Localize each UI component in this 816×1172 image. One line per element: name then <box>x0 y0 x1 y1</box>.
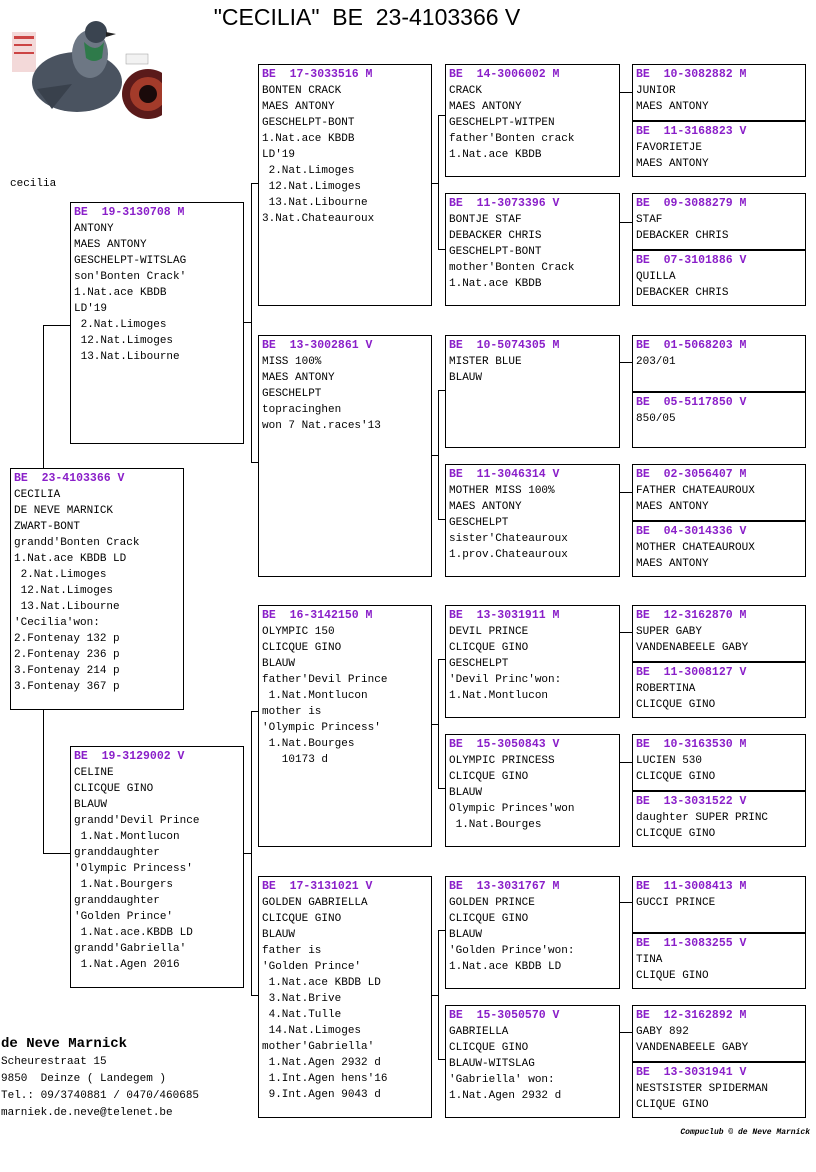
box-line: BLAUW-WITSLAG <box>449 1058 535 1070</box>
pedigree-box-sire-sire[interactable] <box>258 64 432 306</box>
box-line: 12.Nat.Limoges <box>262 181 362 193</box>
pedigree-box-gen4[interactable] <box>632 250 806 306</box>
box-line: 1.Nat.ace KBDB <box>449 149 542 161</box>
connector-line <box>243 322 252 323</box>
connector-line <box>619 362 633 363</box>
box-line: BONTEN CRACK <box>262 85 342 97</box>
box-line: 203/01 <box>636 356 676 368</box>
ring-number: BE 15-3050570 V <box>449 1009 560 1022</box>
box-line: MAES ANTONY <box>636 501 709 513</box>
box-line: 'Cecilia'won: <box>14 617 100 629</box>
box-line: 2.Fontenay 132 p <box>14 633 120 645</box>
box-line: 1.Nat.Agen 2932 d <box>262 1057 381 1069</box>
page-title: "CECILIA" BE 23-4103366 V <box>213 4 521 30</box>
connector-line <box>243 853 252 854</box>
ring-number: BE 17-3033516 M <box>262 68 373 81</box>
box-line: 'Devil Princ'won: <box>449 674 562 686</box>
box-line: ZWART-BONT <box>14 521 81 533</box>
box-line: 1.Nat.Montlucon <box>449 690 549 702</box>
box-line: CELINE <box>74 767 114 779</box>
box-line: daughter SUPER PRINC <box>636 812 769 824</box>
box-line: CLICQUE GINO <box>262 913 342 925</box>
pedigree-box-dam-sire[interactable] <box>258 605 432 847</box>
ring-number: BE 14-3006002 M <box>449 68 560 81</box>
connector-line <box>43 853 70 854</box>
box-line: MAES ANTONY <box>636 558 709 570</box>
box-line: 850/05 <box>636 413 676 425</box>
box-line: MAES ANTONY <box>262 372 335 384</box>
box-line: DE NEVE MARNICK <box>14 505 114 517</box>
ring-number: BE 11-3008127 V <box>636 666 747 679</box>
ring-number: BE 13-3031522 V <box>636 795 747 808</box>
connector-line <box>43 325 70 326</box>
box-line: FATHER CHATEAUROUX <box>636 485 755 497</box>
pedigree-box-gen3[interactable] <box>445 464 620 577</box>
box-line: MAES ANTONY <box>449 101 522 113</box>
box-line: 'Gabriella' won: <box>449 1074 555 1086</box>
box-line: 1.Nat.ace KBDB LD <box>14 553 127 565</box>
box-line: CLICQUE GINO <box>449 642 529 654</box>
box-line: 10173 d <box>262 754 329 766</box>
pedigree-box-gen4[interactable] <box>632 933 806 989</box>
ring-number: BE 19-3130708 M <box>74 206 185 219</box>
box-line: 1.Nat.Agen 2932 d <box>449 1090 562 1102</box>
owner-email[interactable]: marniek.de.neve@telenet.be <box>1 1107 173 1119</box>
box-line: father is <box>262 945 322 957</box>
box-line: 13.Nat.Libourne <box>74 351 180 363</box>
ring-number: BE 10-3082882 M <box>636 68 747 81</box>
owner-address: Scheurestraat 15 <box>1 1056 107 1068</box>
ring-number: BE 12-3162870 M <box>636 609 747 622</box>
box-line: mother is <box>262 706 322 718</box>
connector-line <box>431 995 439 996</box>
box-line: MISS 100% <box>262 356 322 368</box>
box-line: 'Golden Prince' <box>262 961 362 973</box>
box-line: DEVIL PRINCE <box>449 626 529 638</box>
connector-line <box>431 183 439 184</box>
pedigree-box-gen3[interactable] <box>445 734 620 847</box>
ring-number: BE 01-5068203 M <box>636 339 747 352</box>
pedigree-box-gen3[interactable] <box>445 876 620 989</box>
box-line: SUPER GABY <box>636 626 703 638</box>
owner-name: de Neve Marnick <box>1 1036 128 1052</box>
pedigree-box-gen4[interactable] <box>632 1062 806 1118</box>
box-line: MAES ANTONY <box>449 501 522 513</box>
box-line: MAES ANTONY <box>636 158 709 170</box>
pedigree-box-sire[interactable] <box>70 202 244 444</box>
connector-line <box>619 902 633 903</box>
box-line: 13.Nat.Libourne <box>262 197 368 209</box>
box-line: CRACK <box>449 85 483 97</box>
ring-number: BE 11-3008413 M <box>636 880 747 893</box>
ring-number: BE 12-3162892 M <box>636 1009 747 1022</box>
box-line: 4.Nat.Tulle <box>262 1009 342 1021</box>
box-line: 'Golden Prince'won: <box>449 945 575 957</box>
box-line: grandd'Devil Prince <box>74 815 200 827</box>
box-line: BLAUW <box>74 799 108 811</box>
box-line: ANTONY <box>74 223 114 235</box>
pedigree-box-gen3[interactable] <box>445 193 620 306</box>
connector-line <box>251 183 252 463</box>
box-line: CLICQUE GINO <box>636 699 716 711</box>
box-line: BLAUW <box>449 929 483 941</box>
pedigree-box-gen4[interactable] <box>632 791 806 847</box>
box-line: 3.Nat.Brive <box>262 993 342 1005</box>
box-line: GESCHELPT-WITSLAG <box>74 255 187 267</box>
box-line: father'Devil Prince <box>262 674 388 686</box>
box-line: CLICQUE GINO <box>74 783 154 795</box>
pigeon-photo <box>12 14 162 124</box>
box-line: ROBERTINA <box>636 683 696 695</box>
box-line: GABRIELLA <box>449 1026 509 1038</box>
owner-info <box>1 1034 199 1122</box>
pedigree-box-gen4[interactable] <box>632 464 806 521</box>
pedigree-box-gen4[interactable] <box>632 605 806 662</box>
box-line: GESCHELPT-BONT <box>262 117 355 129</box>
connector-line <box>619 1032 633 1033</box>
box-line: STAF <box>636 214 663 226</box>
ring-number: BE 05-5117850 V <box>636 396 747 409</box>
ring-number: BE 04-3014336 V <box>636 525 747 538</box>
box-line: BLAUW <box>262 929 296 941</box>
box-line: mother'Bonten Crack <box>449 262 575 274</box>
box-line: GESCHELPT <box>449 658 509 670</box>
connector-line <box>619 92 633 93</box>
ring-number: BE 13-3031767 M <box>449 880 560 893</box>
pedigree-box-subject[interactable] <box>10 468 184 710</box>
pedigree-box-gen4[interactable] <box>632 335 806 392</box>
connector-line <box>431 724 439 725</box>
ring-number: BE 10-3163530 M <box>636 738 747 751</box>
box-line: 1.Int.Agen hens'16 <box>262 1073 388 1085</box>
owner-city: 9850 Deinze ( Landegem ) <box>1 1073 167 1085</box>
box-line: CLICQUE GINO <box>636 828 716 840</box>
pedigree-box-gen3[interactable] <box>445 335 620 448</box>
ring-number: BE 13-3002861 V <box>262 339 373 352</box>
box-line: 1.prov.Chateauroux <box>449 549 568 561</box>
box-line: MOTHER MISS 100% <box>449 485 555 497</box>
box-line: MOTHER CHATEAUROUX <box>636 542 755 554</box>
box-line: 12.Nat.Limoges <box>74 335 174 347</box>
footer-credit: Compuclub © de Neve Marnick <box>680 1128 810 1137</box>
ring-number: BE 11-3073396 V <box>449 197 560 210</box>
box-line: LD'19 <box>74 303 108 315</box>
box-line: grandd'Bonten Crack <box>14 537 140 549</box>
box-line: 1.Nat.ace KBDB LD <box>262 977 381 989</box>
box-line: 12.Nat.Limoges <box>14 585 114 597</box>
box-line: CLICQUE GINO <box>449 913 529 925</box>
box-line: CECILIA <box>14 489 61 501</box>
pedigree-box-gen4[interactable] <box>632 193 806 250</box>
box-line: Olympic Princes'won <box>449 803 575 815</box>
box-line: 1.Nat.ace KBDB <box>74 287 167 299</box>
ring-number: BE 15-3050843 V <box>449 738 560 751</box>
box-line: GESCHELPT <box>449 517 509 529</box>
box-line: CLIQUE GINO <box>636 970 709 982</box>
box-line: mother'Gabriella' <box>262 1041 375 1053</box>
pedigree-box-gen4[interactable] <box>632 876 806 933</box>
box-line: 1.Nat.Bourges <box>449 819 542 831</box>
pedigree-box-sire-dam[interactable] <box>258 335 432 577</box>
box-line: 1.Nat.Montlucon <box>262 690 368 702</box>
box-line: GOLDEN GABRIELLA <box>262 897 368 909</box>
ring-number: BE 11-3083255 V <box>636 937 747 950</box>
box-line: won 7 Nat.races'13 <box>262 420 381 432</box>
box-line: 2.Fontenay 236 p <box>14 649 120 661</box>
pedigree-box-gen4[interactable] <box>632 121 806 177</box>
box-line: GABY 892 <box>636 1026 689 1038</box>
box-line: 'Golden Prince' <box>74 911 174 923</box>
pedigree-box-dam-dam[interactable] <box>258 876 432 1118</box>
box-line: son'Bonten Crack' <box>74 271 187 283</box>
box-line: 1.Nat.ace KBDB <box>262 133 355 145</box>
box-line: BLAUW <box>449 787 483 799</box>
pedigree-box-dam[interactable] <box>70 746 244 988</box>
pedigree-box-gen3[interactable] <box>445 64 620 177</box>
box-line: BLAUW <box>262 658 296 670</box>
box-line: CLICQUE GINO <box>449 1042 529 1054</box>
box-line: topracinghen <box>262 404 342 416</box>
ring-number: BE 07-3101886 V <box>636 254 747 267</box>
box-line: 3.Nat.Chateauroux <box>262 213 375 225</box>
pedigree-box-gen3[interactable] <box>445 1005 620 1118</box>
box-line: QUILLA <box>636 271 676 283</box>
box-line: JUNIOR <box>636 85 676 97</box>
box-line: OLYMPIC 150 <box>262 626 335 638</box>
box-line: GOLDEN PRINCE <box>449 897 535 909</box>
box-line: GESCHELPT-BONT <box>449 246 542 258</box>
box-line: BONTJE STAF <box>449 214 522 226</box>
box-line: MAES ANTONY <box>636 101 709 113</box>
ring-number: BE 13-3031941 V <box>636 1066 747 1079</box>
box-line: GESCHELPT-WITPEN <box>449 117 555 129</box>
box-line: sister'Chateauroux <box>449 533 568 545</box>
box-line: CLICQUE GINO <box>262 642 342 654</box>
box-line: CLIQUE GINO <box>636 1099 709 1111</box>
pedigree-box-gen3[interactable] <box>445 605 620 718</box>
box-line: GUCCI PRINCE <box>636 897 716 909</box>
box-line: MAES ANTONY <box>74 239 147 251</box>
box-line: 1.Nat.Bourgers <box>74 879 174 891</box>
box-line: 9.Int.Agen 9043 d <box>262 1089 381 1101</box>
box-line: 1.Nat.ace.KBDB LD <box>74 927 193 939</box>
box-line: TINA <box>636 954 663 966</box>
ring-number: BE 16-3142150 M <box>262 609 373 622</box>
box-line: granddaughter <box>74 847 160 859</box>
box-line: grandd'Gabriella' <box>74 943 187 955</box>
box-line: MISTER BLUE <box>449 356 522 368</box>
connector-line <box>43 325 44 470</box>
ring-number: BE 23-4103366 V <box>14 472 125 485</box>
box-line: DEBACKER CHRIS <box>636 287 729 299</box>
box-line: MAES ANTONY <box>262 101 335 113</box>
ring-number: BE 10-5074305 M <box>449 339 560 352</box>
box-line: 1.Nat.Bourges <box>262 738 355 750</box>
connector-line <box>431 455 439 456</box>
pedigree-box-gen4[interactable] <box>632 734 806 791</box>
box-line: 3.Fontenay 214 p <box>14 665 120 677</box>
ring-number: BE 13-3031911 M <box>449 609 560 622</box>
box-line: 13.Nat.Libourne <box>14 601 120 613</box>
box-line: 'Olympic Princess' <box>262 722 381 734</box>
ring-number: BE 02-3056407 M <box>636 468 747 481</box>
pedigree-box-gen4[interactable] <box>632 1005 806 1062</box>
connector-line <box>43 709 44 854</box>
box-line: BLAUW <box>449 372 483 384</box>
ring-number: BE 17-3131021 V <box>262 880 373 893</box>
box-line: CLICQUE GINO <box>636 771 716 783</box>
box-line: 1.Nat.Montlucon <box>74 831 180 843</box>
box-line: DEBACKER CHRIS <box>636 230 729 242</box>
box-line: LUCIEN 530 <box>636 755 703 767</box>
box-line: 1.Nat.ace KBDB <box>449 278 542 290</box>
box-line: VANDENABEELE GABY <box>636 1042 749 1054</box>
connector-line <box>619 762 633 763</box>
box-line: DEBACKER CHRIS <box>449 230 542 242</box>
owner-phone: Tel.: 09/3740881 / 0470/460685 <box>1 1090 200 1102</box>
box-line: LD'19 <box>262 149 296 161</box>
box-line: OLYMPIC PRINCESS <box>449 755 555 767</box>
box-line: 3.Fontenay 367 p <box>14 681 120 693</box>
ring-number: BE 09-3088279 M <box>636 197 747 210</box>
box-line: father'Bonten crack <box>449 133 575 145</box>
box-line: GESCHELPT <box>262 388 322 400</box>
box-line: NESTSISTER SPIDERMAN <box>636 1083 769 1095</box>
connector-line <box>619 222 633 223</box>
box-line: FAVORIETJE <box>636 142 703 154</box>
box-line: 1.Nat.ace KBDB LD <box>449 961 562 973</box>
ring-number: BE 11-3046314 V <box>449 468 560 481</box>
connector-line <box>619 492 633 493</box>
box-line: CLICQUE GINO <box>449 771 529 783</box>
box-line: granddaughter <box>74 895 160 907</box>
pedigree-box-gen4[interactable] <box>632 64 806 121</box>
box-line: 2.Nat.Limoges <box>74 319 167 331</box>
box-line: 'Olympic Princess' <box>74 863 193 875</box>
pedigree-box-gen4[interactable] <box>632 521 806 577</box>
box-line: VANDENABEELE GABY <box>636 642 749 654</box>
box-line: 1.Nat.Agen 2016 <box>74 959 180 971</box>
box-line: 14.Nat.Limoges <box>262 1025 362 1037</box>
connector-line <box>619 632 633 633</box>
ring-number: BE 19-3129002 V <box>74 750 185 763</box>
ring-number: BE 11-3168823 V <box>636 125 747 138</box>
pedigree-box-gen4[interactable] <box>632 662 806 718</box>
box-line: 2.Nat.Limoges <box>14 569 107 581</box>
side-label: cecilia <box>10 178 57 190</box>
pedigree-box-gen4[interactable] <box>632 392 806 448</box>
box-line: 2.Nat.Limoges <box>262 165 355 177</box>
